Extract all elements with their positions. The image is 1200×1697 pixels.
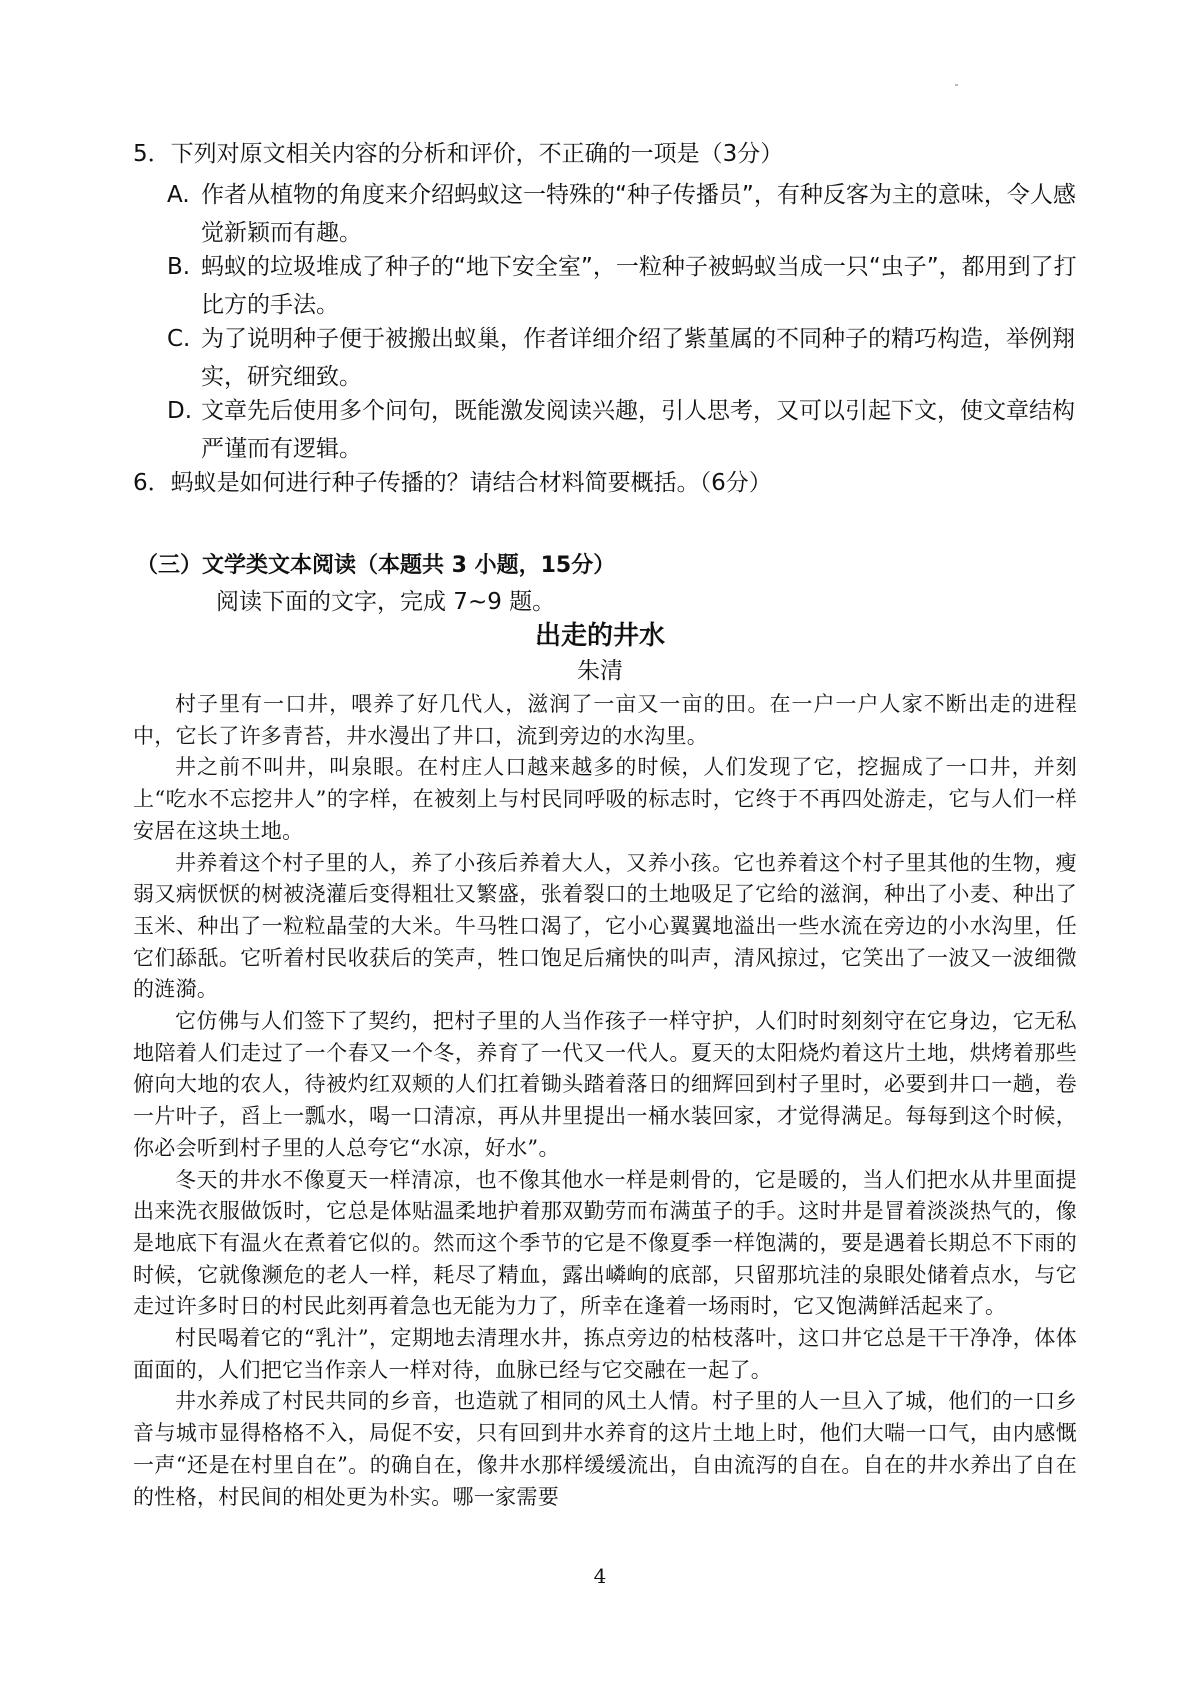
option-text: 作者从植物的角度来介绍蚂蚁这一特殊的“种子传播员”，有种反客为主的意味，令人感觉新颖而有趣。: [201, 182, 1076, 246]
question-6-stem: 6．蚂蚁是如何进行种子传播的？请结合材料简要概括。（6分）: [133, 470, 772, 496]
page-number: 4: [593, 1564, 607, 1588]
option-text: 为了说明种子便于被搬出蚁巢，作者详细介绍了紫堇属的不同种子的精巧构造，举例翔实，研究细致。: [201, 326, 1075, 390]
option-text: 文章先后使用多个问句，既能激发阅读兴趣，引人思考，又可以引起下文，使文章结构严谨而有逻辑。: [201, 398, 1075, 462]
section-heading: （三）文学类文本阅读（本题共 3 小题，15分）: [136, 553, 616, 578]
question-5-stem: 5．下列对原文相关内容的分析和评价，不正确的一项是（3分）: [133, 141, 784, 167]
option-letter: B.: [167, 254, 191, 280]
article-body: [133, 689, 1077, 1513]
article-paragraph: 井养着这个村子里的人，养了小孩后养着大人，又养小孩。它也养着这个村子里其他的生物，瘦弱又病恹恹的树被浇灌后变得粗壮又繁盛，张着裂口的土地吸足了它给的滋润，种出了小麦、种出了玉米、种出了一粒粒晶莹的大米。牛马牲口渴了，它小心翼翼地溢出一些水流在旁边的小水沟里，任它们舔舐。它听着村民收获后的笑声，牲口饱足后痛快的叫声，清风掠过，它笑出了一波又一波细微的涟漪。: [133, 850, 1077, 1002]
scan-speck: [955, 84, 958, 86]
article-paragraph: 井水养成了村民共同的乡音，也造就了相同的风土人情。村子里的人一旦入了城，他们的一口乡音与城市显得格格不入，局促不安，只有回到井水养育的这片土地上时，他们大喘一口气，由内感慨一声“还是在村里自在”。的确自在，像井水那样缓缓流出，自由流泻的自在。自在的井水养出了自在的性格，村民间的相处更为朴实。哪一家需要: [133, 1389, 1077, 1509]
section-instruction: 阅读下面的文字，完成 7~9 题。: [216, 589, 556, 615]
option-letter: A.: [167, 182, 190, 208]
article-paragraph: 它仿佛与人们签下了契约，把村子里的人当作孩子一样守护，人们时时刻刻守在它身边，它无私地陪着人们走过了一个春又一个冬，养育了一代又一代人。夏天的太阳烧灼着这片土地，烘烤着那些俯向大地的农人，待被灼红双颊的人们扛着锄头踏着落日的细辉回到村子里时，必要到井口一趟，卷一片叶子，舀上一瓢水，喝一口清凉，再从井里提出一桶水装回家，才觉得满足。每每到这个时候，你必会听到村子里的人总夸它“水凉，好水”。: [133, 1009, 1077, 1160]
article-paragraph: 井之前不叫井，叫泉眼。在村庄人口越来越多的时候，人们发现了它，挖掘成了一口井，并刻上“吃水不忘挖井人”的字样，在被刻上与村民同呼吸的标志时，它终于不再四处游走，它与人们一样安居在这块土地。: [133, 755, 1077, 843]
article-paragraph: 冬天的井水不像夏天一样清凉，也不像其他水一样是刺骨的，它是暖的，当人们把水从井里面提出来洗衣服做饭时，它总是体贴温柔地护着那双勤劳而布满茧子的手。这时井是冒着淡淡热气的，像是地底下有温火在煮着它似的。然而这个季节的它是不像夏季一样饱满的，要是遇着长期总不下雨的时候，它就像濒危的老人一样，耗尽了精血，露出嶙峋的底部，只留那坑洼的泉眼处储着点水，与它走过许多时日的村民此刻再着急也无能为力了，所幸在逢着一场雨时，它又饱满鲜活起来了。: [133, 1167, 1077, 1319]
article-paragraph: 村子里有一口井，喂养了好几代人，滋润了一亩又一亩的田。在一户一户人家不断出走的进程中，它长了许多青苔，井水漫出了井口，流到旁边的水沟里。: [133, 692, 1077, 748]
article-title: 出走的井水: [534, 621, 665, 651]
article-paragraph: 村民喝着它的“乳汁”，定期地去清理水井，拣点旁边的枯枝落叶，这口井它总是干干净净，体体面面的，人们把它当作亲人一样对待，血脉已经与它交融在一起了。: [133, 1326, 1077, 1382]
article-author: 朱清: [577, 658, 623, 684]
option-text: 蚂蚁的垃圾堆成了种子的“地下安全室”，一粒种子被蚂蚁当成一只“虫子”，都用到了打比方的手法。: [201, 254, 1077, 318]
option-letter: C.: [167, 326, 191, 352]
option-letter: D.: [167, 398, 193, 424]
